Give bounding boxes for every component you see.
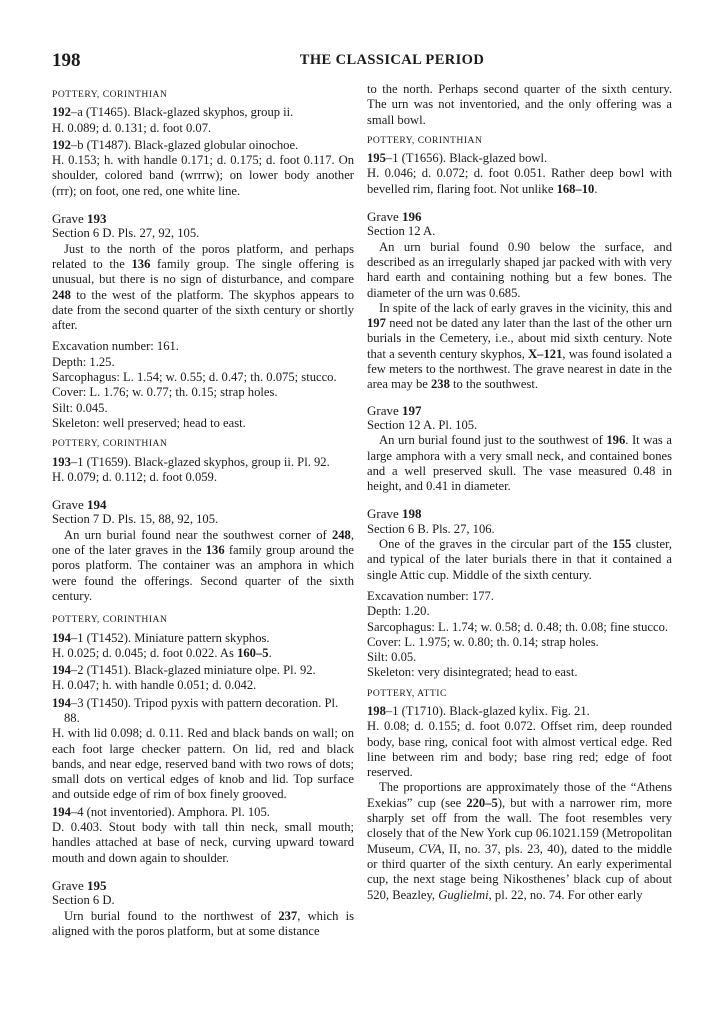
grave-section: Section 7 D. Pls. 15, 88, 92, 105. [52, 512, 219, 527]
grave-description: An urn burial found near the southwest corner of 248, one of the later graves in the 136 family group around the poros platform. The container was an amphora in which were found the offerings. Second quarter of the sixth century. [52, 527, 354, 603]
grave-heading: Grave 195 [52, 877, 107, 893]
entry-details: H. 0.079; d. 0.112; d. foot 0.059. [52, 469, 217, 484]
grave-section: Section 6 D. Pls. 27, 92, 105. [52, 226, 200, 241]
discussion-paragraph: The proportions are approximately those of the “Athens Exekias” cup (see 220–5), but with a narrower rim, more sharply set off from the wall. The foot resembles very closely that of the New York cup 06.1021.159 (Metropolitan Museum, CVA, II, no. 37, pls. 23, 40), dated to the middle or third quarter of the sixth century. An early experimental cup, the next stage being Nikosthenes’ black cup of about 520, Beazley, Guglielmi, pl. 22, no. 74. For other early [367, 780, 673, 902]
grave-section: Section 12 A. [367, 224, 436, 239]
catalog-entry: 198–1 (T1710). Black-glazed kylix. Fig. 21. [367, 703, 590, 718]
excavation-number: Excavation number: 161. [52, 339, 179, 354]
entry-details: H. 0.047; h. with handle 0.051; d. 0.042. [52, 678, 257, 693]
sarcophagus: Sarcophagus: L. 1.74; w. 0.58; d. 0.48; th. 0.08; fine stucco. [367, 619, 669, 634]
grave-section: Section 6 D. [52, 893, 115, 908]
grave-description: Urn burial found to the northwest of 237, which is aligned with the poros platform, but at some distance [52, 908, 354, 938]
depth: Depth: 1.20. [367, 604, 430, 619]
grave-section: Section 12 A. Pl. 105. [367, 417, 478, 432]
catalog-entry: 194–2 (T1451). Black-glazed miniature olpe. Pl. 92. [52, 663, 316, 678]
section-heading: POTTERY, CORINTHIAN [367, 134, 483, 146]
running-title: THE CLASSICAL PERIOD [299, 52, 485, 68]
grave-heading: Grave 193 [52, 211, 107, 227]
page-number: 198 [52, 50, 81, 71]
grave-description: In spite of the lack of early graves in the vicinity, this and 197 need not be dated any later than the last of the other urn burials in the Cemetery, i.e., about mid sixth century. Note that a seventh century skyphos, X–121, was found isolated a few meters to the northwest. The grave nearest in date in the area may be 238 to the southwest. [367, 300, 672, 392]
section-heading: POTTERY, ATTIC [367, 687, 447, 699]
grave-heading: Grave 198 [367, 506, 422, 522]
grave-section: Section 6 B. Pls. 27, 106. [367, 521, 495, 536]
grave-description-continued: to the north. Perhaps second quarter of the sixth century. The urn was not inventoried, and the only offering was a small bowl. [367, 82, 672, 127]
entry-details: H. 0.025; d. 0.045; d. foot 0.022. As 160–5. [52, 645, 272, 660]
excavation-number: Excavation number: 177. [367, 588, 494, 603]
silt: Silt: 0.045. [52, 400, 108, 415]
entry-details: H. 0.046; d. 0.072; d. foot 0.051. Rather deep bowl with bevelled rim, flaring foot. Not unlike 168–10. [367, 166, 672, 196]
section-heading: POTTERY, CORINTHIAN [52, 89, 168, 100]
catalog-entry: 194–3 (T1450). Tripod pyxis with pattern decoration. Pl. 88. [52, 695, 339, 725]
silt: Silt: 0.05. [367, 650, 417, 665]
entry-details: D. 0.403. Stout body with tall thin neck, small mouth; handles attached at base of neck, curving upward toward mouth and down again to shoulder. [52, 820, 354, 865]
skeleton: Skeleton: very disintegrated; head to east. [367, 665, 578, 680]
page-header [52, 50, 672, 72]
catalog-entry: 195–1 (T1656). Black-glazed bowl. [367, 151, 548, 166]
section-heading: POTTERY, CORINTHIAN [52, 614, 168, 626]
grave-heading: Grave 194 [52, 497, 107, 513]
grave-description: An urn burial found just to the southwest of 196. It was a large amphora with a very small neck, and contained bones and a well preserved skull. The vase measured 0.48 in height, and 0.41 in diameter. [367, 433, 672, 494]
entry-details: H. 0.153; h. with handle 0.171; d. 0.175; d. foot 0.117. On shoulder, colored band (wrrrw); on lower body another (rrr); on foot, one red, one white line. [52, 153, 354, 198]
depth: Depth: 1.25. [52, 354, 115, 369]
grave-description: One of the graves in the circular part of the 155 cluster, and typical of the later burials there in that it contained a single Attic cup. Middle of the sixth century. [367, 537, 672, 582]
grave-description: Just to the north of the poros platform, and perhaps related to the 136 family group. The single offering is unusual, but there is no sign of disturbance, and compare 248 to the west of the platform. The skyphos appears to date from the second quarter of the sixth century or shortly after. [52, 241, 354, 333]
section-heading: POTTERY, CORINTHIAN [52, 438, 168, 450]
grave-description: An urn burial found 0.90 below the surface, and described as an irregularly shaped jar packed with with very hard earth and containing nothing but a few bones. The diameter of the urn was 0.685. [367, 239, 672, 300]
right-column [367, 82, 672, 903]
entry-details: H. with lid 0.098; d. 0.11. Red and black bands on wall; on each foot large checker pattern. On lid, red and black bands, and near edge, reserved band with two rows of dots; small dots on vertical edges of knob and lid. Top surface and outside edge of rim of box finely grooved. [52, 726, 354, 802]
entry-details: H. 0.089; d. 0.131; d. foot 0.07. [52, 120, 212, 135]
catalog-entry: 192–b (T1487). Black-glazed globular oinochoe. [52, 137, 299, 152]
grave-heading: Grave 196 [367, 209, 422, 225]
skeleton: Skeleton: well preserved; head to east. [52, 415, 246, 430]
cover: Cover: L. 1.975; w. 0.80; th. 0.14; strap holes. [367, 634, 599, 649]
catalog-entry: 192–a (T1465). Black-glazed skyphos, group ii. [52, 105, 294, 120]
grave-heading: Grave 197 [367, 402, 422, 418]
catalog-entry: 194–4 (not inventoried). Amphora. Pl. 105. [52, 804, 270, 819]
entry-details: H. 0.08; d. 0.155; d. foot 0.072. Offset rim, deep rounded body, base ring, conical foot with almost vertical edge. Red line between rim and body; base ring red; edge of foot reserved. [367, 719, 672, 780]
catalog-entry: 194–1 (T1452). Miniature pattern skyphos. [52, 630, 270, 645]
left-column [52, 82, 354, 939]
cover: Cover: L. 1.76; w. 0.77; th. 0.15; strap holes. [52, 385, 278, 400]
sarcophagus: Sarcophagus: L. 1.54; w. 0.55; d. 0.47; th. 0.075; stucco. [52, 370, 337, 385]
catalog-entry: 193–1 (T1659). Black-glazed skyphos, group ii. Pl. 92. [52, 454, 330, 469]
